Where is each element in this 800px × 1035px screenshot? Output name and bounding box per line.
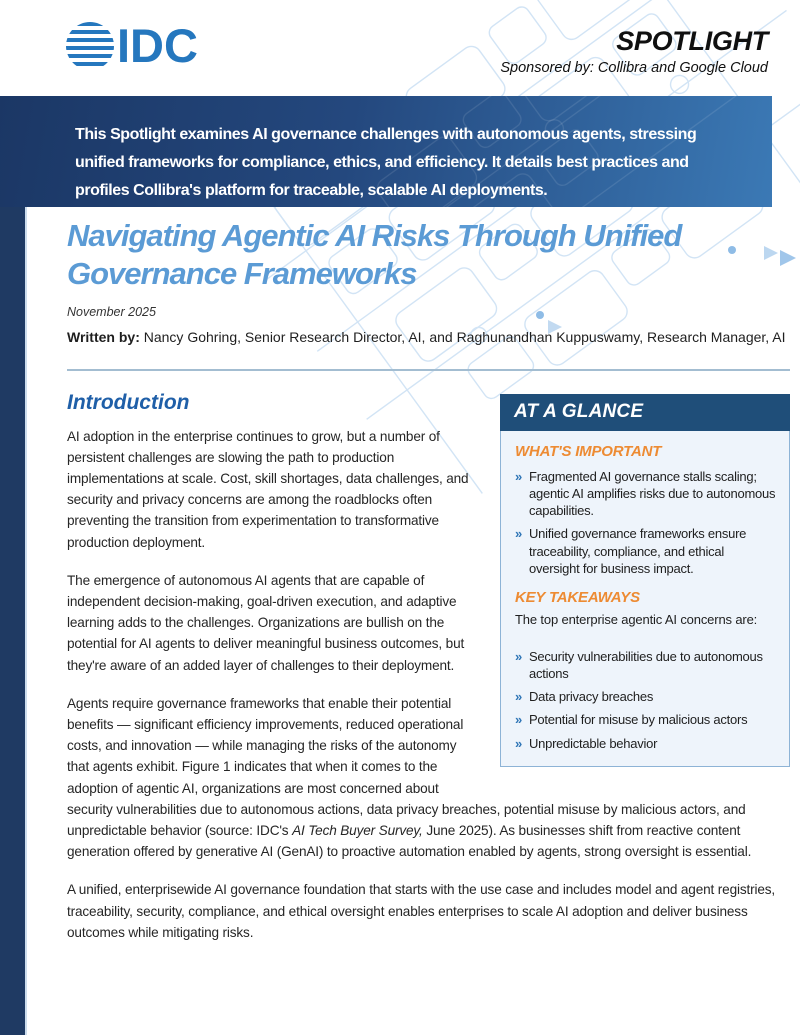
paragraph-1: AI adoption in the enterprise continues to grow, but a number of persistent challenges are slowing the path to production implementations at scale. Cost, skill shortages, data challenges, and security and privacy concerns are among the roadblocks often preventing the transition from experimentation to transformative production deployment. — [67, 428, 469, 550]
idc-logo — [66, 19, 198, 72]
byline — [67, 329, 790, 345]
banner-line-2: unified frameworks for compliance, ethics, and efficiency. It details best practices and — [75, 154, 689, 171]
section-divider — [67, 369, 790, 371]
list-item — [515, 688, 776, 705]
chevron-bullet-icon: » — [515, 689, 522, 705]
list-item-text: Potential for misuse by malicious actors — [529, 712, 748, 728]
introduction-heading: Introduction — [67, 390, 190, 414]
document-title: Navigating Agentic AI Risks Through Unified Governance Frameworks — [67, 218, 682, 291]
list-item — [515, 648, 776, 683]
page-header — [0, 0, 800, 96]
main-content — [67, 207, 790, 960]
chevron-bullet-icon: » — [515, 712, 522, 728]
idc-logo-text: IDC — [117, 19, 198, 72]
introduction-section — [67, 391, 790, 943]
publication-date: November 2025 — [67, 304, 156, 319]
key-takeaways-intro: The top enterprise agentic AI concerns are: — [515, 612, 758, 628]
sponsored-by-line: Sponsored by: Collibra and Google Cloud — [500, 60, 768, 76]
list-item — [515, 525, 776, 577]
document-type-label: SPOTLIGHT — [616, 26, 768, 56]
at-a-glance-title: AT A GLANCE — [500, 394, 790, 431]
chevron-bullet-icon: » — [515, 526, 522, 542]
idc-globe-icon — [66, 22, 114, 70]
paragraph-2: The emergence of autonomous AI agents that are capable of independent decision-making, goal-driven execution, and adaptive learning adds to the challenges. Organizations are bullish on the potential for AI agents to deliver meaningful business outcomes, but they're aware of an added layer of challenges to their deployment. — [67, 572, 465, 673]
key-takeaways-heading: KEY TAKEAWAYS — [515, 589, 640, 607]
written-by-label: Written by: — [67, 328, 140, 345]
list-item-text: Security vulnerabilities due to autonomous actions — [529, 648, 763, 681]
list-item-text: Fragmented AI governance stalls scaling; agentic AI amplifies risks due to autonomous capabilities. — [529, 468, 776, 519]
list-item — [515, 735, 776, 752]
left-edge-bar — [0, 207, 27, 1035]
header-right — [500, 26, 768, 76]
list-item — [515, 468, 776, 520]
paragraph-3-text: Agents require governance frameworks that enable their potential benefits — significant efficiency improvements, reduced operational costs, and innovation — while managing the risks of the autonomy that agents exhibit. Figure 1 indicates that when it comes to the adoption of agentic AI, organizations are most concerned about security vulnerabilities due to autonomous actions, data privacy breaches, potential misuse by malicious actors, and unpredictable behavior (source: IDC's — [67, 695, 746, 839]
whats-important-heading: WHAT'S IMPORTANT — [515, 442, 662, 460]
chevron-bullet-icon: » — [515, 648, 522, 664]
banner-line-3: profiles Collibra's platform for traceable, scalable AI deployments. — [75, 182, 548, 199]
banner-summary-text — [0, 96, 772, 205]
at-a-glance-box — [500, 394, 790, 767]
list-item-text: Data privacy breaches — [529, 689, 654, 705]
paragraph-4: A unified, enterprisewide AI governance foundation that starts with the use case and includes model and agent registries, traceability, security, compliance, and ethical oversight enables enterprises to scale AI adoption and deliver business outcomes while mitigating risks. — [67, 882, 776, 940]
list-item-text: Unified governance frameworks ensure traceability, compliance, and ethical oversight for business impact. — [529, 526, 747, 577]
paragraph-3-text-continued: June 2025). As businesses shift from reactive content generation offered by generative AI (GenAI) to proactive automation enabled by agents, strong oversight is essential. — [67, 823, 752, 860]
list-item — [515, 711, 776, 728]
at-a-glance-body — [500, 431, 790, 767]
whats-important-list — [515, 468, 776, 578]
chevron-bullet-icon: » — [515, 468, 522, 484]
key-takeaways-list — [515, 648, 776, 752]
summary-banner — [0, 96, 772, 207]
banner-line-1: This Spotlight examines AI governance challenges with autonomous agents, stressing — [75, 126, 697, 143]
survey-name-italic: AI Tech Buyer Survey, — [292, 823, 423, 839]
written-by-authors: Nancy Gohring, Senior Research Director, AI, and Raghunandhan Kuppuswamy, Research Manager, AI — [139, 328, 786, 345]
chevron-bullet-icon: » — [515, 735, 522, 751]
list-item-text: Unpredictable behavior — [529, 735, 658, 751]
